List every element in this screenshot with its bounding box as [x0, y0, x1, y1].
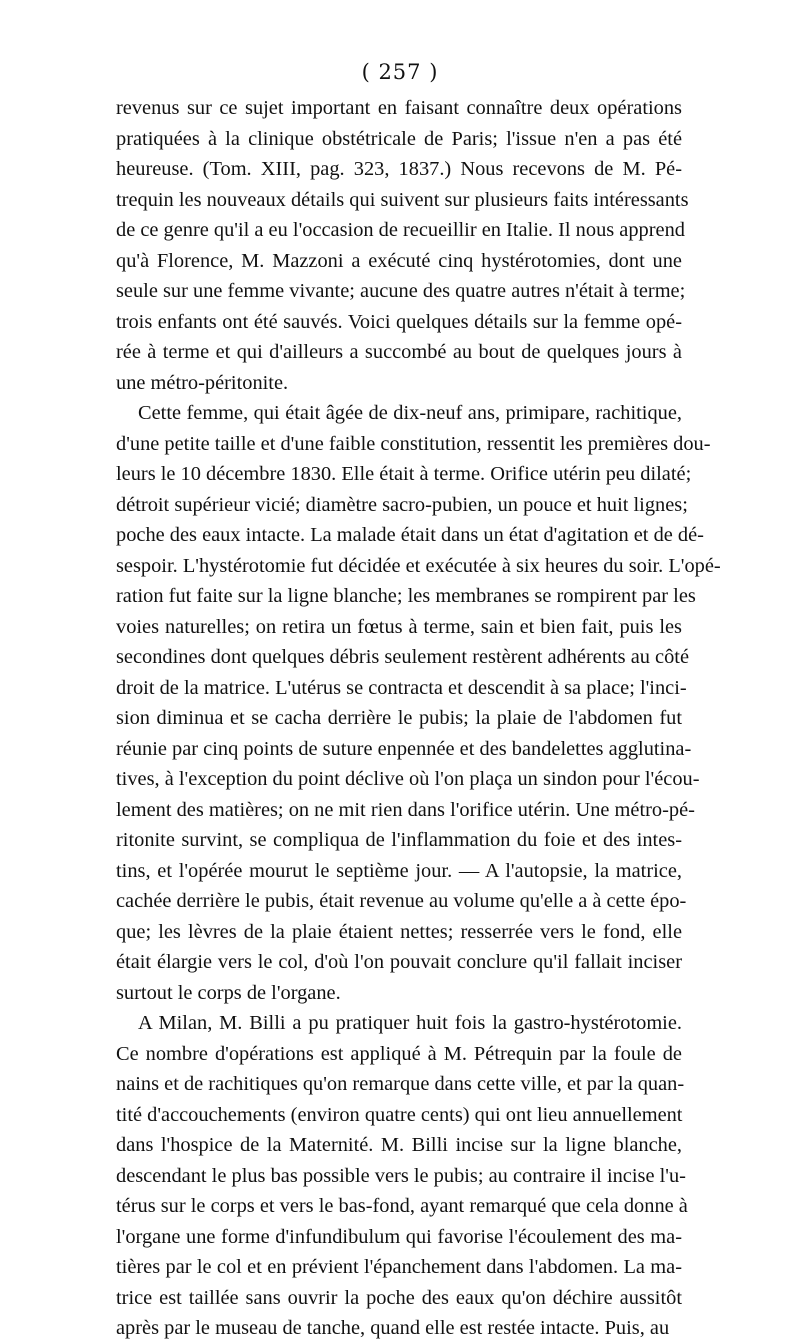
paragraph-1 — [116, 93, 689, 398]
text-line: trois enfants ont été sauvés. Voici quelques détails sur la femme opé- — [116, 310, 682, 333]
text-line: voies naturelles; on retira un fœtus à terme, sain et bien fait, puis les — [116, 615, 682, 638]
text-line: poche des eaux intacte. La malade était dans un état d'agitation et de dé- — [116, 524, 704, 546]
paragraph-2 — [116, 398, 721, 1008]
text-line: était élargie vers le col, d'où l'on pouvait conclure qu'il fallait inciser — [116, 951, 682, 973]
text-line: que; les lèvres de la plaie étaient nettes; resserrée vers le fond, elle — [116, 920, 682, 943]
text-line: sespoir. L'hystérotomie fut décidée et exécutée à six heures du soir. L'opé- — [116, 554, 721, 577]
text-line: cachée derrière le pubis, était revenue au volume qu'elle a à cette épo- — [116, 890, 687, 912]
text-line: tives, à l'exception du point déclive où l'on plaça un sindon pour l'écou- — [116, 768, 700, 790]
text-line: l'organe une forme d'infundibulum qui favorise l'écoulement des ma- — [116, 1225, 682, 1248]
paragraph-3 — [116, 1008, 688, 1344]
text-line: nains et de rachitiques qu'on remarque dans cette ville, et par la quan- — [116, 1073, 685, 1095]
text-line: réunie par cinq points de suture enpennée et des bandelettes agglutina- — [116, 737, 692, 760]
text-line: Ce nombre d'opérations est appliqué à M. Pétrequin par la foule de — [116, 1042, 682, 1065]
text-line: tins, et l'opérée mourut le septième jour. — A l'autopsie, la matrice, — [116, 859, 682, 882]
text-line: sion diminua et se cacha derrière le pubis; la plaie de l'abdomen fut — [116, 707, 682, 729]
text-line: droit de la matrice. L'utérus se contracta et descendit à sa place; l'inci- — [116, 676, 687, 699]
page-number: ( 257 ) — [361, 60, 439, 84]
text-line: qu'à Florence, M. Mazzoni a exécuté cinq hystérotomies, dont une — [116, 249, 682, 272]
text-line: trice est taillée sans ouvrir la poche des eaux qu'on déchire aussitôt — [116, 1286, 682, 1309]
text-line: pratiquées à la clinique obstétricale de Paris; l'issue n'en a pas été — [116, 127, 682, 150]
text-line: une métro-péritonite. — [116, 371, 289, 394]
text-line: après par le museau de tanche, quand elle est restée intacte. Puis, au — [116, 1317, 670, 1339]
text-line: secondines dont quelques débris seulement restèrent adhérents au côté — [116, 646, 690, 668]
text-line: ritonite survint, se compliqua de l'inflammation du foie et des intes- — [116, 829, 682, 851]
text-line: ration fut faite sur la ligne blanche; les membranes se rompirent par les — [116, 585, 696, 607]
text-line: de ce genre qu'il a eu l'occasion de recueillir en Italie. Il nous apprend — [116, 219, 685, 241]
text-line: détroit supérieur vicié; diamètre sacro-pubien, un pouce et huit lignes; — [116, 493, 688, 516]
text-line: tières par le col et en prévient l'épanchement dans l'abdomen. La ma- — [116, 1256, 682, 1278]
text-line: dans l'hospice de la Maternité. M. Billi incise sur la ligne blanche, — [116, 1134, 682, 1156]
text-line: surtout le corps de l'organe. — [116, 981, 341, 1004]
text-line: descendant le plus bas possible vers le pubis; au contraire il incise l'u- — [116, 1164, 686, 1187]
body-text — [116, 93, 721, 1344]
text-line: heureuse. (Tom. XIII, pag. 323, 1837.) Nous recevons de M. Pé- — [116, 158, 682, 180]
text-line: térus sur le corps et vers le bas-fond, ayant remarqué que cela donne à — [116, 1195, 688, 1217]
text-line: trequin les nouveaux détails qui suivent sur plusieurs faits intéressants — [116, 188, 689, 211]
text-line: A Milan, M. Billi a pu pratiquer huit fois la gastro-hystérotomie. — [138, 1012, 682, 1034]
text-line: Cette femme, qui était âgée de dix-neuf ans, primipare, rachitique, — [138, 402, 682, 424]
text-line: lement des matières; on ne mit rien dans l'orifice utérin. Une métro-pé- — [116, 798, 695, 821]
text-line: d'une petite taille et d'une faible constitution, ressentit les premières dou- — [116, 432, 711, 455]
text-line: rée à terme et qui d'ailleurs a succombé au bout de quelques jours à — [116, 341, 682, 363]
text-line: revenus sur ce sujet important en faisant connaître deux opérations — [116, 97, 682, 119]
text-line: seule sur une femme vivante; aucune des quatre autres n'était à terme; — [116, 280, 686, 302]
text-line: tité d'accouchements (environ quatre cents) qui ont lieu annuellement — [116, 1103, 683, 1126]
text-line: leurs le 10 décembre 1830. Elle était à terme. Orifice utérin peu dilaté; — [116, 463, 692, 485]
